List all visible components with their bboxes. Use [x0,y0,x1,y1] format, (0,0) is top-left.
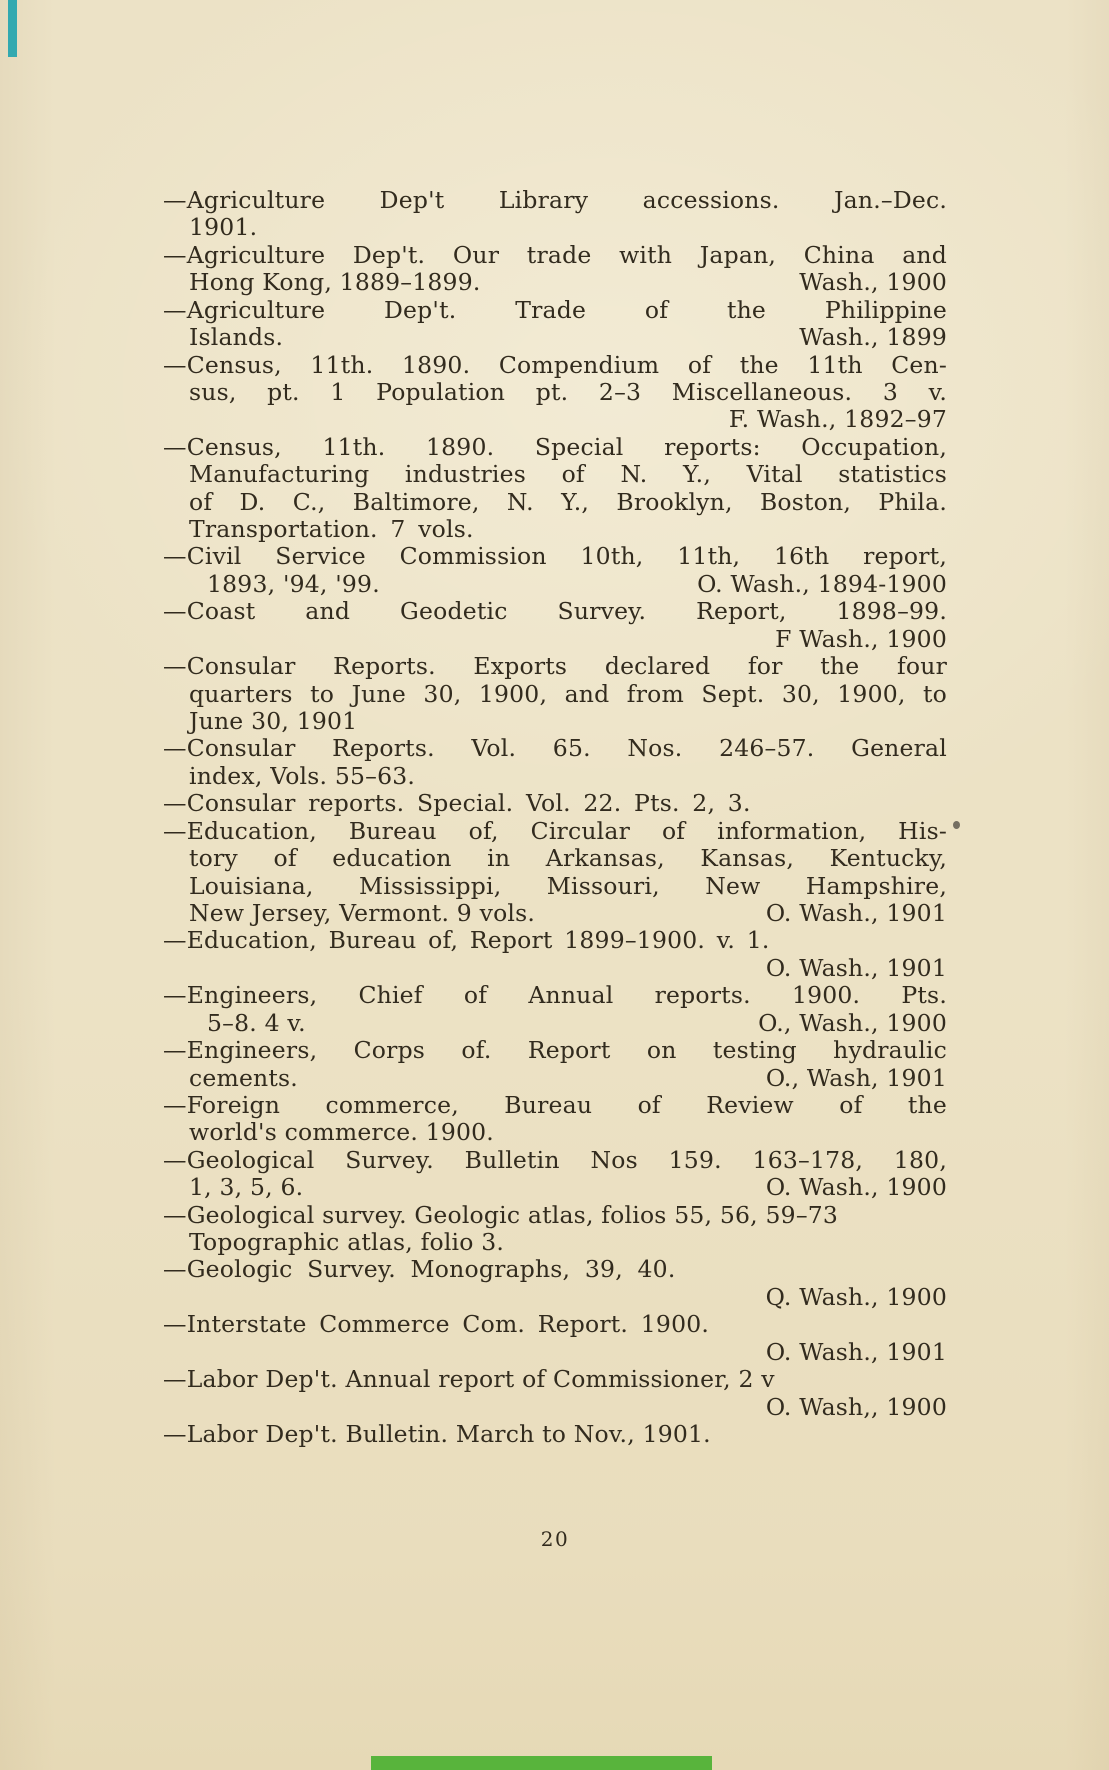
entry-line [163,324,947,351]
line-text: —Agriculture Dep't. Our trade with Japan, China and [163,240,947,269]
entry-line [163,681,947,708]
page-number: 20 [540,1527,570,1551]
entry-line [163,598,947,625]
line-text: —Geological Survey. Bulletin Nos 159. 163–178, 180, [163,1145,947,1174]
line-text: Manufacturing industries of N. Y., Vital statistics [189,460,947,489]
line-imprint: O. Wash., 1901 [765,953,947,982]
line-text: 1893, '94, '99. [207,569,380,598]
entry-line [163,214,947,241]
line-text: —Labor Dep't. Annual report of Commissioner, 2 v [163,1365,775,1394]
line-text: —Consular Reports. Vol. 65. Nos. 246–57. General [163,734,947,763]
line-text: 1901. [189,213,258,242]
line-imprint: O. Wash,, 1900 [765,1392,947,1421]
line-text: —Education, Bureau of, Report 1899–1900. v. 1. [163,926,770,955]
entry-line [163,708,947,735]
entry-line [163,873,947,900]
line-text: index, Vols. 55–63. [189,761,416,790]
line-text: of D. C., Baltimore, N. Y., Brooklyn, Boston, Phila. [189,487,947,516]
text-column [163,187,947,1448]
entry-line [163,406,947,433]
entry-line [163,297,947,324]
entry-line [163,1394,947,1421]
entry-line [163,1174,947,1201]
line-text: —Coast and Geodetic Survey. Report, 1898–99. [163,597,947,626]
entry-line [163,735,947,762]
line-text: Hong Kong, 1889–1899. [189,268,481,297]
entry-line [163,461,947,488]
line-text: June 30, 1901 [189,707,358,736]
entry-line [163,543,947,570]
line-text: Louisiana, Mississippi, Missouri, New Hampshire, [189,871,947,900]
entry-line [163,1119,947,1146]
line-text: world's commerce. 1900. [189,1118,494,1147]
line-text: —Engineers, Chief of Annual reports. 1900. Pts. [163,981,947,1010]
entry-line [163,1256,947,1283]
entry-line [163,1202,947,1229]
line-imprint: Q. Wash., 1900 [765,1282,947,1311]
line-text: —Foreign commerce, Bureau of Review of the [163,1090,947,1119]
line-text: —Education, Bureau of, Circular of information, His- [163,816,947,845]
line-text: Topographic atlas, folio 3. [189,1228,505,1257]
entry-line [163,1339,947,1366]
entry-line [163,1037,947,1064]
line-text: —Consular reports. Special. Vol. 22. Pts. 2, 3. [163,789,751,818]
line-text: tory of education in Arkansas, Kansas, Kentucky, [189,844,947,873]
entry-line [163,845,947,872]
entry-line [163,927,947,954]
line-imprint: O. Wash., 1901 [765,1337,947,1366]
line-text: —Engineers, Corps of. Report on testing hydraulic [163,1036,947,1065]
line-text: —Census, 11th. 1890. Compendium of the 11th Cen- [163,350,947,379]
line-text: —Geologic Survey. Monographs, 39, 40. [163,1255,676,1284]
entry-line [163,269,947,296]
line-text: —Geological survey. Geologic atlas, folios 55, 56, 59–73 [163,1200,839,1229]
entry-line [163,379,947,406]
line-imprint: Wash., 1899 [799,323,947,352]
line-text: —Labor Dep't. Bulletin. March to Nov., 1901. [163,1419,711,1448]
line-text: —Civil Service Commission 10th, 11th, 16th report, [163,542,947,571]
scan-artifact-green [371,1756,712,1770]
line-imprint: O. Wash., 1901 [765,898,947,927]
line-imprint: O. Wash., 1894-1900 [697,569,947,598]
entry-line [163,1147,947,1174]
line-text: Islands. [189,323,284,352]
line-imprint: O., Wash, 1901 [765,1063,947,1092]
line-text: —Interstate Commerce Com. Report. 1900. [163,1310,710,1339]
entry-line [163,818,947,845]
entry-line [163,1421,947,1448]
entry-line [163,626,947,653]
entry-line [163,187,947,214]
line-imprint: O., Wash., 1900 [758,1008,947,1037]
entry-line [163,900,947,927]
entry-line [163,1065,947,1092]
entry-line [163,571,947,598]
entry-line [163,1311,947,1338]
entry-line [163,955,947,982]
line-text: Transportation. 7 vols. [189,515,474,544]
entry-line [163,763,947,790]
ink-speck [953,821,960,829]
entry-line [163,1010,947,1037]
entry-line [163,242,947,269]
entry-line [163,1284,947,1311]
line-text: quarters to June 30, 1900, and from Sept. 30, 1900, to [189,679,947,708]
entry-line [163,434,947,461]
entry-line [163,352,947,379]
line-text: 5–8. 4 v. [207,1008,306,1037]
entry-line [163,489,947,516]
line-text: —Agriculture Dep't. Trade of the Philippine [163,295,947,324]
entry-line [163,1092,947,1119]
line-imprint: O. Wash., 1900 [765,1173,947,1202]
line-text: cements. [189,1063,298,1092]
entry-line [163,790,947,817]
line-text: New Jersey, Vermont. 9 vols. [189,898,536,927]
scan-artifact-teal [8,0,17,57]
line-imprint: F Wash., 1900 [775,624,947,653]
line-imprint: F. Wash., 1892–97 [728,405,947,434]
entry-line [163,1366,947,1393]
line-text: 1, 3, 5, 6. [189,1173,304,1202]
entry-line [163,982,947,1009]
entry-line [163,516,947,543]
line-text: —Census, 11th. 1890. Special reports: Occupation, [163,432,947,461]
entry-line [163,1229,947,1256]
line-text: —Agriculture Dep't Library accessions. Jan.–Dec. [163,186,947,214]
line-imprint: Wash., 1900 [799,268,947,297]
entry-line [163,653,947,680]
line-text: sus, pt. 1 Population pt. 2–3 Miscellaneous. 3 v. [189,377,947,406]
line-text: —Consular Reports. Exports declared for the four [163,652,947,681]
